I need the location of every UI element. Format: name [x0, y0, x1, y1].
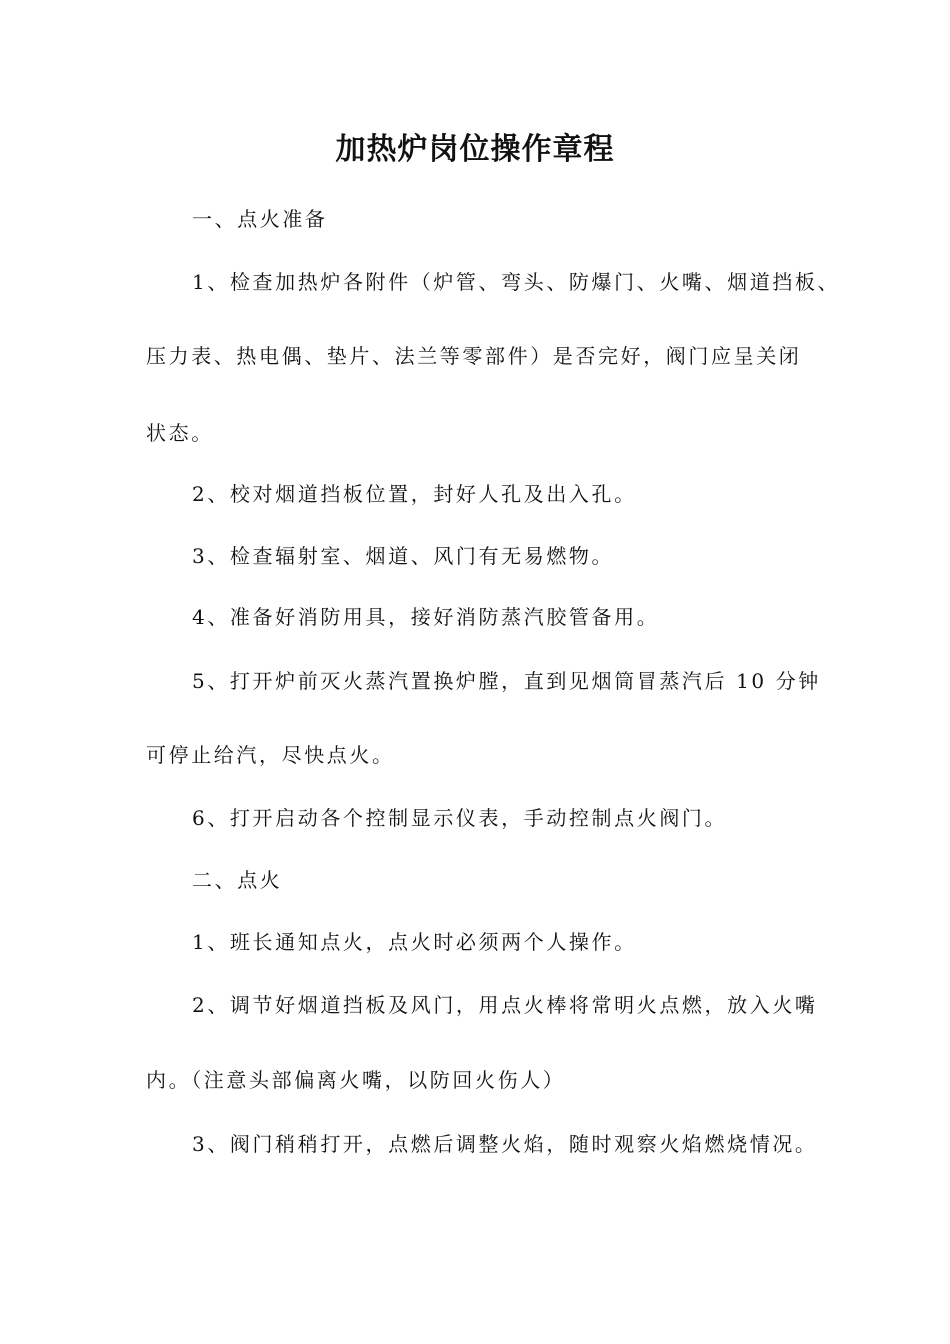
paragraph-line: 1、检查加热炉各附件（炉管、弯头、防爆门、火嘴、烟道挡板、: [192, 270, 841, 294]
paragraph-line: 1、班长通知点火，点火时必须两个人操作。: [192, 930, 637, 954]
section-heading-ignition-preparation: 一、点火准备: [192, 207, 328, 231]
paragraph-line: 3、阀门稍稍打开，点燃后调整火焰，随时观察火焰燃烧情况。: [192, 1132, 818, 1156]
paragraph-line: 2、校对烟道挡板位置，封好人孔及出入孔。: [192, 482, 637, 506]
paragraph-line: 5、打开炉前灭火蒸汽置换炉膛，直到见烟筒冒蒸汽后 10 分钟: [192, 669, 821, 693]
paragraph-line: 内。（注意头部偏离火嘴，以防回火伤人）: [146, 1068, 566, 1092]
paragraph-line: 2、调节好烟道挡板及风门，用点火棒将常明火点燃，放入火嘴: [192, 993, 818, 1017]
paragraph-line: 6、打开启动各个控制显示仪表，手动控制点火阀门。: [192, 806, 728, 830]
paragraph-line: 可停止给汽，尽快点火。: [146, 743, 395, 767]
paragraph-line: 4、准备好消防用具，接好消防蒸汽胶管备用。: [192, 605, 660, 629]
document-title: 加热炉岗位操作章程: [335, 132, 615, 167]
paragraph-line: 状态。: [146, 421, 214, 445]
paragraph-line: 压力表、热电偶、垫片、法兰等零部件）是否完好，阀门应呈关闭: [146, 344, 802, 368]
section-heading-ignition: 二、点火: [192, 868, 283, 892]
paragraph-line: 3、检查辐射室、烟道、风门有无易燃物。: [192, 544, 615, 568]
